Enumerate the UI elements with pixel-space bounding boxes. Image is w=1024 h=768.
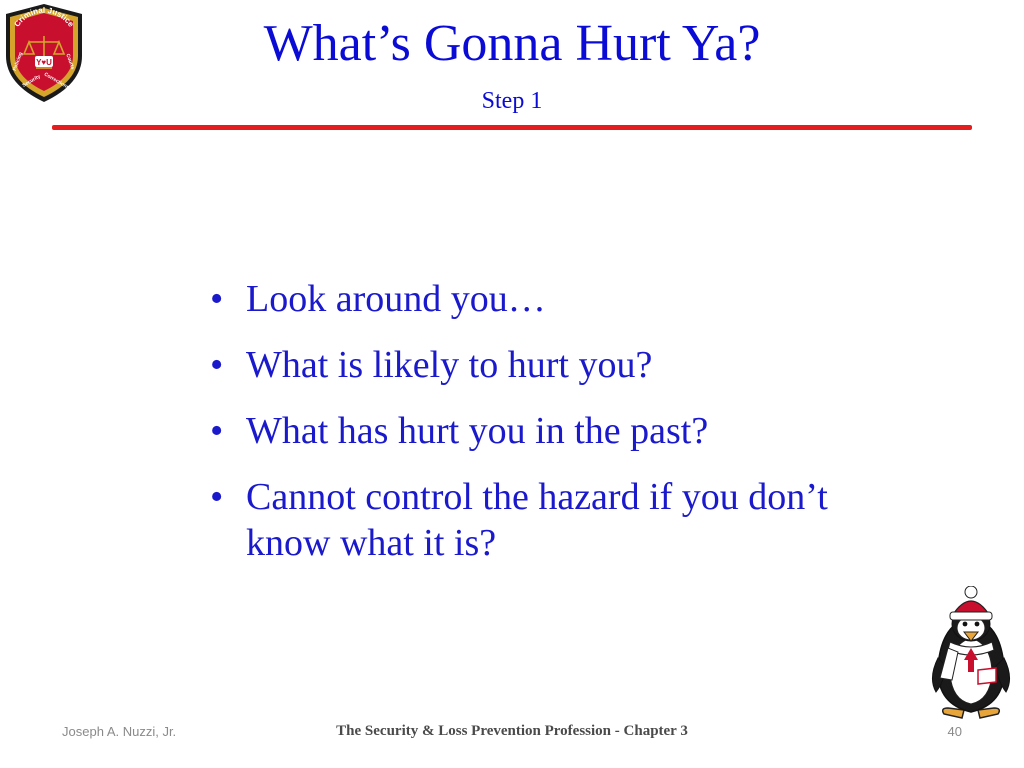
- slide-subtitle: Step 1: [481, 88, 543, 114]
- footer-course-title: The Security & Loss Prevention Profession - Chapter 3: [336, 723, 688, 739]
- logo-bottom-left-text: Security: [21, 73, 42, 89]
- logo-bottom-right-text: Corrections: [42, 71, 71, 91]
- title-divider: [52, 125, 972, 130]
- logo-top-text: Criminal Justice: [12, 5, 76, 29]
- slide-title: What’s Gonna Hurt Ya?: [263, 15, 761, 72]
- bullet-item: • What is likely to hurt you?: [208, 342, 868, 388]
- penguin-mascot-icon: [930, 586, 1012, 720]
- logo-left-text: Policing: [11, 51, 25, 72]
- logo-right-text: Courts: [64, 53, 76, 71]
- bullet-item: • What has hurt you in the past?: [208, 408, 868, 454]
- footer-author: Joseph A. Nuzzi, Jr.: [62, 724, 177, 739]
- bullet-item: • Look around you…: [208, 276, 868, 322]
- footer-page-number: 40: [947, 724, 962, 739]
- bullet-item: • Cannot control the hazard if you don’t know what it is?: [208, 474, 868, 566]
- bullet-list: [208, 276, 868, 586]
- logo-center-text: Y♥U: [36, 58, 52, 67]
